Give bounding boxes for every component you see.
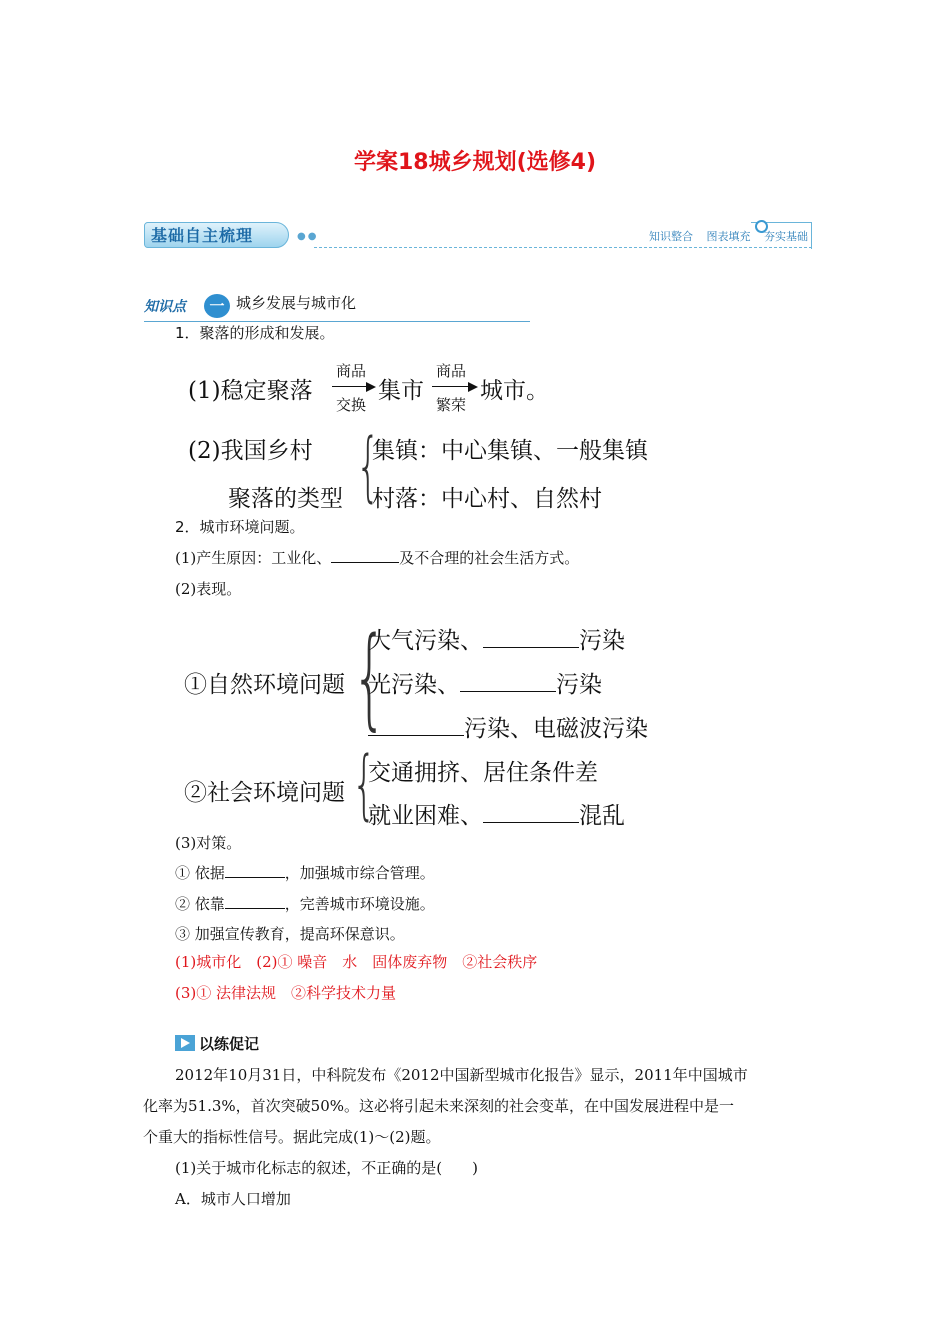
rural-branch-2: 村落：中心村、自然村 <box>372 486 602 512</box>
measure-1 <box>175 862 435 883</box>
rural-branch-1: 集镇：中心集镇、一般集镇 <box>372 438 648 464</box>
arrow-right-icon <box>468 382 478 392</box>
answer-blank <box>483 822 579 823</box>
natural-issue-2 <box>368 666 602 699</box>
banner-divider <box>314 247 812 248</box>
settlement-line-prefix: (1)稳定聚落 <box>188 378 313 404</box>
measure-2-a: ② 依靠 <box>175 895 225 913</box>
question-1: (1)关于城市化标志的叙述，不正确的是( ) <box>175 1159 478 1177</box>
banner-label: 基础自主梳理 <box>144 222 289 248</box>
left-brace-icon: { <box>352 739 377 828</box>
dots-icon: ●● <box>297 231 319 242</box>
social-issue-1: 交通拥挤、居住条件差 <box>368 760 598 786</box>
natural-issue-1-a: 大气污染、 <box>368 628 483 654</box>
cause-text-a: (1)产生原因：工业化、 <box>175 549 332 567</box>
arrow1-bottom-label: 交换 <box>336 396 367 414</box>
measure-1-a: ① 依据 <box>175 864 225 882</box>
play-icon <box>175 1035 195 1051</box>
natural-issue-1 <box>368 622 625 655</box>
answer-blank <box>225 908 285 909</box>
practice-heading-text: 以练促记 <box>199 1035 260 1053</box>
natural-issue-3-b: 污染、电磁波污染 <box>464 716 648 742</box>
practice-paragraph-1: 2012年10月31日，中科院发布《2012中国新型城市化报告》显示，2011年中国城市 <box>175 1066 748 1084</box>
answer-blank <box>460 691 556 692</box>
natural-issue-1-b: 污染 <box>579 628 625 654</box>
social-issues-label: ②社会环境问题 <box>184 780 345 806</box>
answer-blank <box>331 562 399 563</box>
left-brace-icon: { <box>352 613 387 741</box>
arrow1-top-label: 商品 <box>336 362 367 380</box>
knowledge-point-tag: 知识点 <box>144 299 186 315</box>
knowledge-point-title: 城乡发展与城市化 <box>236 294 357 312</box>
arrow-right-icon <box>366 382 376 392</box>
social-issue-2-b: 混乱 <box>579 803 625 829</box>
section-banner <box>144 220 812 250</box>
answer-blank <box>483 647 579 648</box>
section2-heading: 2．城市环境问题。 <box>175 518 305 536</box>
practice-paragraph-3: 个重大的指标性信号。据此完成(1)～(2)题。 <box>143 1128 441 1146</box>
rural-types-label-a: (2)我国乡村 <box>188 438 313 464</box>
natural-issue-3 <box>368 710 648 743</box>
measure-2-b: ，完善城市环境设施。 <box>284 895 435 913</box>
cause-text-b: 及不合理的社会生活方式。 <box>399 549 580 567</box>
answer-line-1: (1)城市化 (2)① 噪音 水 固体废弃物 ②社会秩序 <box>175 953 538 971</box>
measure-2 <box>175 893 435 914</box>
measure-3: ③ 加强宣传教育，提高环保意识。 <box>175 925 405 943</box>
natural-issue-2-a: 光污染、 <box>368 672 460 698</box>
answer-line-2: (3)① 法律法规 ②科学技术力量 <box>175 984 397 1002</box>
social-issue-2 <box>368 797 625 830</box>
arrow1-line <box>332 386 366 387</box>
knowledge-point-header <box>144 292 530 322</box>
banner-subtitle: 知识整合 图表填充 夯实基础 <box>649 230 808 243</box>
page-title: 学案18城乡规划(选修4) <box>353 150 597 175</box>
arrow2-top-label: 商品 <box>436 362 467 380</box>
settlement-line-mid: 集市 <box>378 378 424 404</box>
rural-types-label-b: 聚落的类型 <box>228 486 343 512</box>
answer-blank <box>368 735 464 736</box>
cause-line <box>175 547 579 568</box>
arrow2-line <box>432 386 468 387</box>
measure-1-b: ，加强城市综合管理。 <box>284 864 435 882</box>
settlement-line-suffix: 城市。 <box>480 378 549 404</box>
social-issue-2-a: 就业困难、 <box>368 803 483 829</box>
option-a: A．城市人口增加 <box>175 1190 291 1208</box>
answer-blank <box>225 877 285 878</box>
natural-issues-label: ①自然环境问题 <box>184 672 345 698</box>
practice-paragraph-2: 化率为51.3%，首次突破50%。这必将引起未来深刻的社会变革，在中国发展进程中是一 <box>143 1097 734 1115</box>
arrow2-bottom-label: 繁荣 <box>436 396 467 414</box>
natural-issue-2-b: 污染 <box>556 672 602 698</box>
manifest-heading: (2)表现。 <box>175 580 242 598</box>
section1-heading: 1．聚落的形成和发展。 <box>175 324 335 342</box>
knowledge-point-number: 一 <box>204 294 230 318</box>
practice-heading <box>175 1033 259 1054</box>
measures-heading: (3)对策。 <box>175 834 242 852</box>
left-brace-icon: { <box>356 421 381 510</box>
